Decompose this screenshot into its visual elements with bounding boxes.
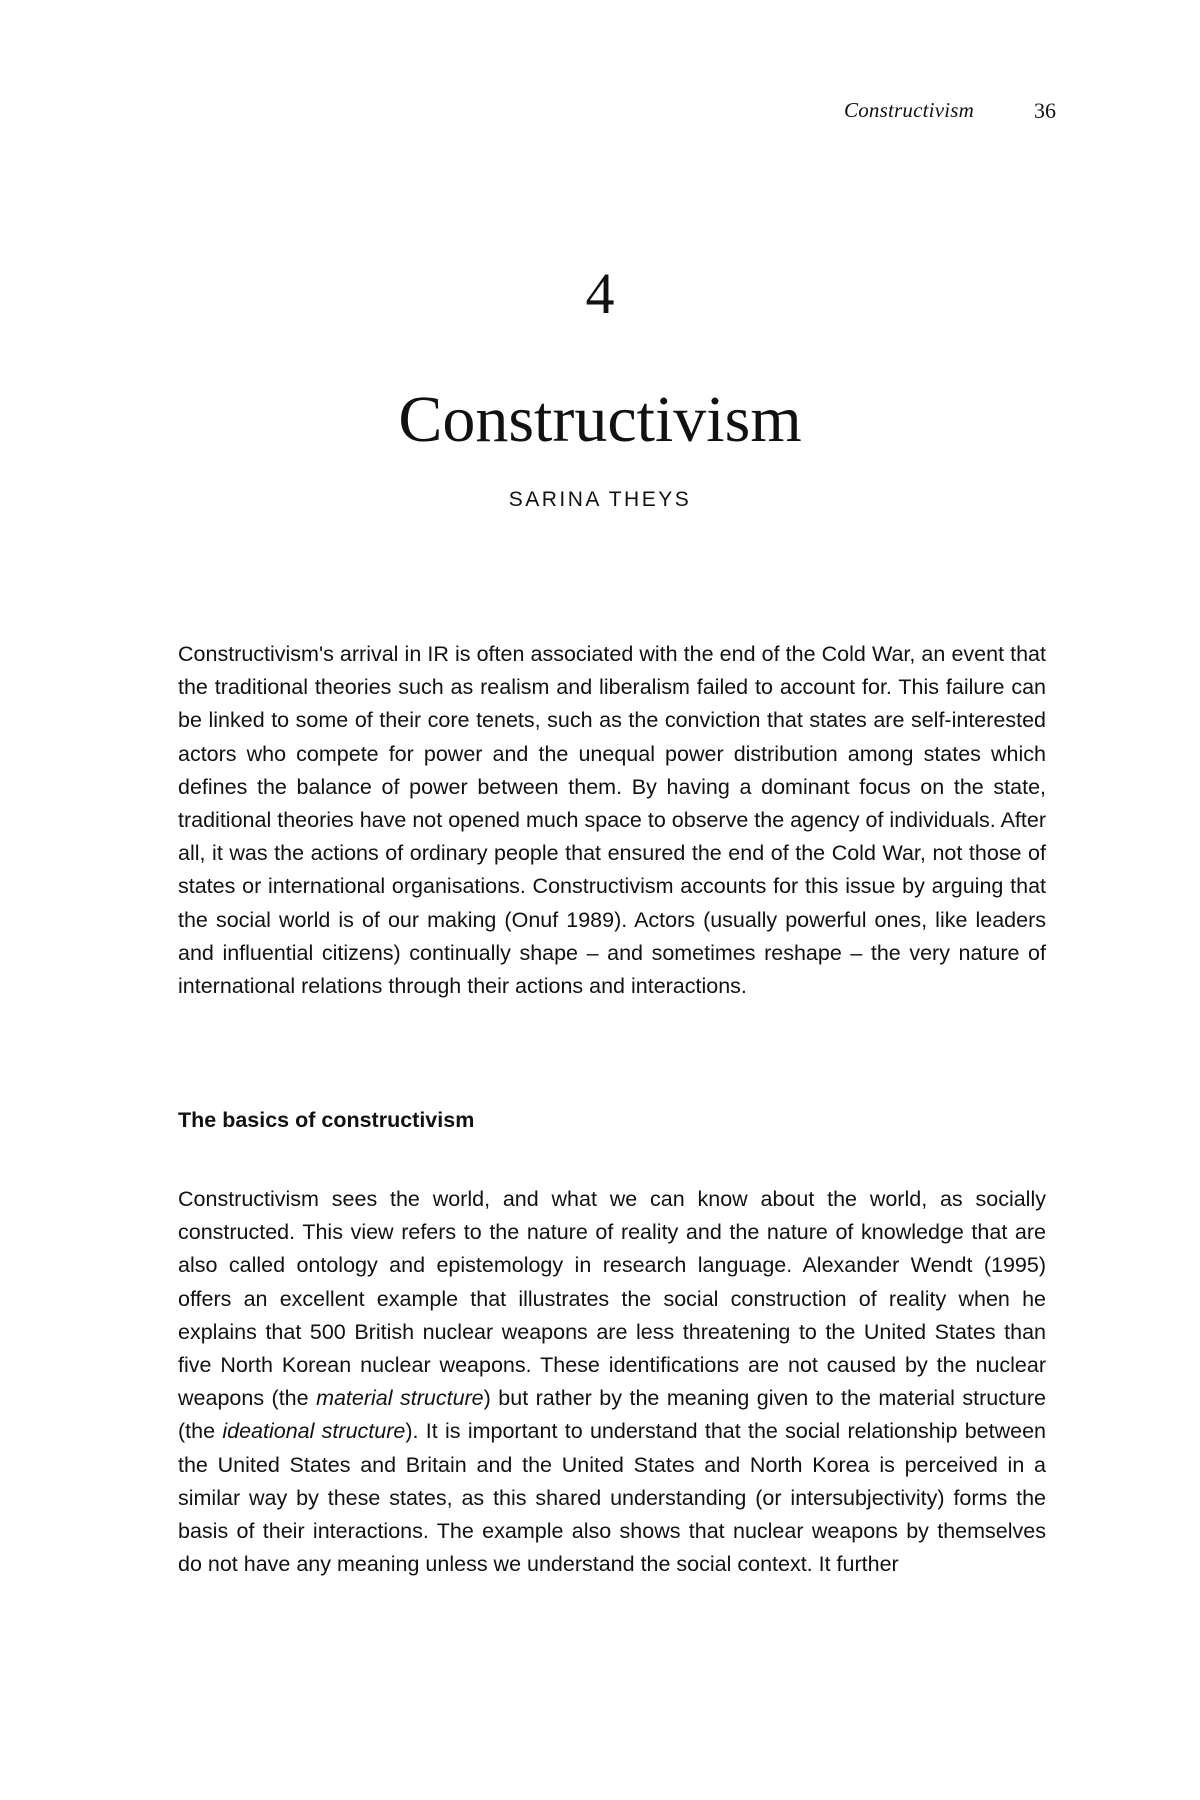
chapter-number: 4 [585, 261, 615, 326]
section-paragraph [178, 1183, 1046, 1581]
italic-term-ideational-structure: ideational structure [222, 1419, 406, 1444]
section-paragraph-text-2: ) but rather by the meaning given to the material structure (the [178, 1386, 1046, 1444]
chapter-author: SARINA THEYS [508, 488, 692, 511]
section-paragraph-text-3: ). It is important to understand that the social relationship between the United States and Britain and the United States and North Korea is perceived in a similar way by these states, as this shared understanding (or intersubjectivity) forms the basis of their interactions. The example also shows that nuclear weapons by themselves do not have any meaning unless we understand the social context. It further [178, 1419, 1046, 1577]
section-heading: The basics of constructivism [178, 1108, 475, 1132]
italic-term-material-structure: material structure [316, 1386, 484, 1411]
chapter-title: Constructivism [398, 383, 802, 456]
section-paragraph-text-1: Constructivism sees the world, and what we can know about the world, as socially constructed. This view refers to the nature of reality and the nature of knowledge that are also called ontology and epistemology in research language. Alexander Wendt (1995) offers an excellent example that illustrates the social construction of reality when he explains that 500 British nuclear weapons are less threatening to the United States than five North Korean nuclear weapons. These identifications are not caused by the nuclear weapons (the [178, 1187, 1046, 1411]
intro-paragraph: Constructivism's arrival in IR is often associated with the end of the Cold War, an event that the traditional theories such as realism and liberalism failed to account for. This failure can be linked to some of their core tenets, such as the conviction that states are self-interested actors who compete for power and the unequal power distribution among states which defines the balance of power between them. By having a dominant focus on the state, traditional theories have not opened much space to observe the agency of individuals. After all, it was the actions of ordinary people that ensured the end of the Cold War, not those of states or international organisations. Constructivism accounts for this issue by arguing that the social world is of our making (Onuf 1989). Actors (usually powerful ones, like leaders and influential citizens) continually shape – and sometimes reshape – the very nature of international relations through their actions and interactions. [178, 642, 1046, 999]
running-head [0, 98, 1200, 128]
page-number: 36 [1034, 98, 1056, 123]
running-title: Constructivism [844, 98, 974, 122]
